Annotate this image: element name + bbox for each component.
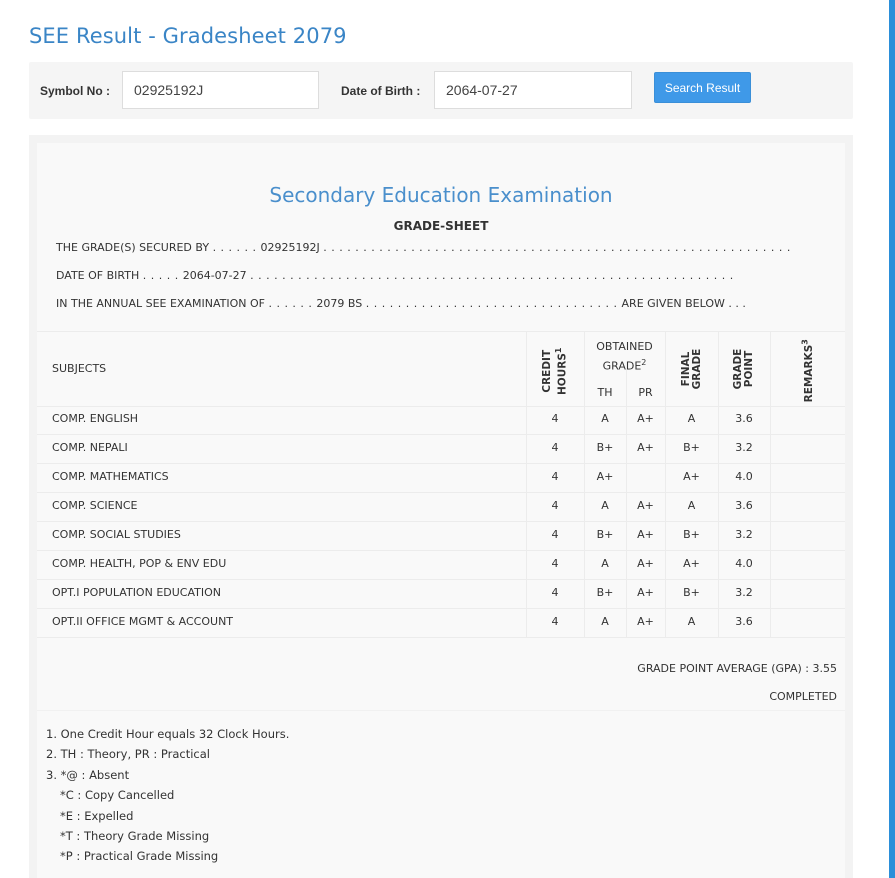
th-header: TH: [597, 386, 613, 399]
subject-name: COMP. SCIENCE: [52, 499, 138, 512]
date-of-birth-line: DATE OF BIRTH . . . . . 2064-07-27 . . . . . . . . . . . . . . . . . . . . . . . . . . . . . . . . . . . . . . . . . . . . . . . . . . . . . . . . . . . . .: [56, 269, 734, 282]
final-grade-cell: B+: [683, 528, 700, 541]
exam-line: IN THE ANNUAL SEE EXAMINATION OF . . . . . . 2079 BS . . . . . . . . . . . . . . . . . . . . . . . . . . . . . . . . ARE GIVEN BELOW . . .: [56, 297, 746, 310]
subject-name: COMP. SOCIAL STUDIES: [52, 528, 181, 541]
grade-point-header: [733, 329, 755, 409]
symbol-no-input[interactable]: [122, 71, 319, 109]
practical-grade-cell: A+: [637, 615, 654, 628]
footnote-item: 1. One Credit Hour equals 32 Clock Hours.: [46, 727, 290, 741]
subject-name: OPT.II OFFICE MGMT & ACCOUNT: [52, 615, 234, 628]
final-grade-cell: A+: [683, 557, 700, 570]
final-grade-cell: A: [687, 412, 696, 425]
practical-grade-cell: A+: [637, 412, 654, 425]
obtained-grade-header-line1: OBTAINED: [596, 340, 653, 353]
final-grade-header-line1: FINAL: [680, 351, 692, 387]
symbol-no-label: Symbol No :: [40, 84, 111, 98]
row-divider: [37, 463, 845, 464]
completion-status: COMPLETED: [769, 690, 837, 703]
remarks-header-label: REMARKS: [802, 344, 815, 403]
footnote-item: *P : Practical Grade Missing: [60, 849, 219, 864]
table-bottom-line: [37, 637, 845, 638]
theory-grade-cell: B+: [596, 528, 614, 541]
window-edge: [889, 0, 895, 878]
credit-hours-cell: 4: [551, 586, 559, 599]
page-title: SEE Result - Gradesheet 2079: [29, 24, 347, 48]
credit-hours-header-line2: HOURS: [556, 353, 569, 395]
notes-divider: [37, 710, 845, 711]
obtained-grade-header-line2: GRADE: [602, 359, 642, 373]
credit-hours-cell: 4: [551, 615, 559, 628]
subject-name: COMP. HEALTH, POP & ENV EDU: [52, 557, 227, 570]
theory-grade-cell: B+: [596, 586, 614, 599]
grade-point-cell: 4.0: [735, 557, 753, 570]
date-of-birth-input[interactable]: [434, 71, 632, 109]
result-panel: [29, 135, 853, 878]
footnote-item: 3. *@ : Absent: [46, 767, 130, 782]
exam-title: Secondary Education Examination: [269, 183, 613, 207]
pr-header: PR: [638, 386, 653, 399]
practical-grade-cell: A+: [637, 528, 654, 541]
credit-hours-cell: 4: [551, 528, 559, 541]
practical-grade-cell: A+: [637, 586, 654, 599]
final-grade-cell: B+: [683, 586, 700, 599]
theory-grade-cell: A: [601, 412, 609, 425]
exam-value: 2079 BS: [316, 297, 363, 310]
table-top-line: [37, 331, 845, 332]
grade-point-header-line2: POINT: [743, 350, 755, 388]
grade-point-cell: 3.2: [735, 586, 753, 599]
footnote-item: *T : Theory Grade Missing: [60, 829, 210, 844]
secured-by-line: THE GRADE(S) SECURED BY . . . . . . 02925192J . . . . . . . . . . . . . . . . . . . . . . . . . . . . . . . . . . . . . . . . . . . . . . . . . . . . . . . . . . .: [56, 241, 791, 254]
credit-hours-cell: 4: [551, 441, 559, 454]
obtained-grade-header: [584, 339, 665, 375]
row-divider: [37, 550, 845, 551]
credit-hours-cell: 4: [551, 412, 559, 425]
theory-grade-cell: A+: [596, 470, 614, 483]
subjects-header: SUBJECTS: [52, 362, 107, 375]
subject-name: OPT.I POPULATION EDUCATION: [52, 586, 221, 599]
final-grade-header: [681, 329, 703, 409]
dob-label: DATE OF BIRTH: [56, 269, 140, 282]
grade-point-cell: 4.0: [735, 470, 753, 483]
credit-hours-header: [542, 331, 569, 411]
remarks-footnote: 3: [800, 339, 810, 345]
credit-hours-cell: 4: [551, 557, 559, 570]
grade-point-cell: 3.6: [735, 499, 753, 512]
search-form: [29, 62, 853, 119]
grade-point-cell: 3.2: [735, 441, 753, 454]
row-divider: [37, 434, 845, 435]
credit-hours-cell: 4: [551, 499, 559, 512]
date-of-birth-label: Date of Birth :: [341, 84, 421, 98]
theory-grade-cell: A: [601, 615, 609, 628]
final-grade-cell: B+: [683, 441, 700, 454]
grade-sheet: [37, 143, 845, 878]
secured-by-label: THE GRADE(S) SECURED BY: [56, 241, 210, 254]
table-header-line: [37, 406, 845, 407]
subject-name: COMP. ENGLISH: [52, 412, 139, 425]
row-divider: [37, 492, 845, 493]
row-divider: [37, 608, 845, 609]
given-below-text: ARE GIVEN BELOW . . .: [621, 297, 746, 310]
grade-point-cell: 3.6: [735, 412, 753, 425]
credit-hours-header-line1: CREDIT: [540, 349, 553, 393]
remarks-header: [799, 331, 815, 411]
grade-point-cell: 3.6: [735, 615, 753, 628]
row-divider: [37, 521, 845, 522]
practical-grade-cell: A+: [637, 557, 654, 570]
search-result-button[interactable]: Search Result: [654, 72, 751, 103]
theory-grade-cell: A: [601, 499, 609, 512]
theory-grade-cell: B+: [596, 441, 614, 454]
footnotes-list: [46, 724, 289, 867]
credit-hours-cell: 4: [551, 470, 559, 483]
footnote-item: *C : Copy Cancelled: [60, 788, 175, 803]
footnote-item: 2. TH : Theory, PR : Practical: [46, 747, 210, 762]
obtained-grade-footnote: 2: [641, 358, 647, 367]
grade-point-header-line1: GRADE: [732, 348, 744, 390]
practical-grade-cell: A+: [637, 499, 654, 512]
grade-sheet-title: GRADE-SHEET: [393, 219, 489, 233]
row-divider: [37, 579, 845, 580]
final-grade-cell: A: [687, 499, 696, 512]
dob-value: 2064-07-27: [182, 269, 247, 282]
footnote-item: *E : Expelled: [60, 808, 134, 823]
gpa-summary: GRADE POINT AVERAGE (GPA) : 3.55: [637, 662, 837, 675]
subject-name: COMP. MATHEMATICS: [52, 470, 169, 483]
final-grade-cell: A+: [683, 470, 700, 483]
secured-by-value: 02925192J: [260, 241, 320, 254]
final-grade-cell: A: [687, 615, 696, 628]
final-grade-header-line2: GRADE: [691, 348, 703, 390]
credit-hours-footnote: 1: [553, 347, 563, 354]
practical-grade-cell: A+: [637, 441, 654, 454]
grade-point-cell: 3.2: [735, 528, 753, 541]
exam-label: IN THE ANNUAL SEE EXAMINATION OF: [56, 297, 265, 310]
table-col-line: [770, 331, 771, 637]
subject-name: COMP. NEPALI: [52, 441, 128, 454]
theory-grade-cell: A: [601, 557, 609, 570]
